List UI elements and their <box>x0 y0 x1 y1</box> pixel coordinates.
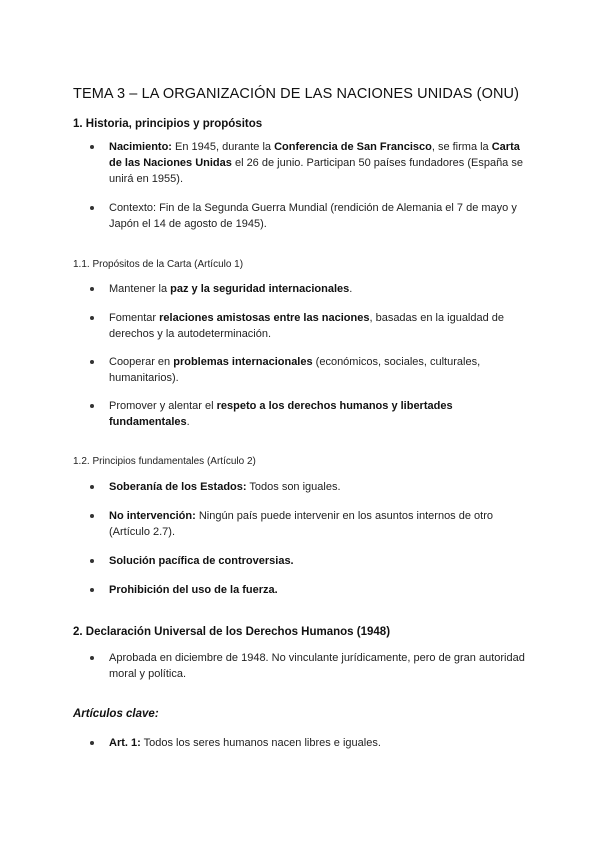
bullet-icon <box>90 316 94 320</box>
list-item <box>109 200 529 232</box>
item-bold: Carta de las Naciones Unidas <box>109 141 520 169</box>
item-bold: Art. 1: <box>109 737 141 749</box>
item-bold: No intervención: <box>109 510 196 522</box>
item-bold: Conferencia de San Francisco <box>274 141 432 153</box>
item-text: Aprobada en diciembre de 1948. No vinculante jurídicamente, pero de gran autoridad moral y política. <box>109 652 525 680</box>
list-item <box>109 310 529 342</box>
section-2-heading: 2. Declaración Universal de los Derechos Humanos (1948) <box>73 626 391 638</box>
bullet-icon <box>90 656 94 660</box>
item-text: (económicos, sociales, culturales, humanitarios). <box>109 356 481 384</box>
bullet-icon <box>90 360 94 364</box>
bullet-icon <box>90 206 94 210</box>
section-1-1-heading: 1.1. Propósitos de la Carta (Artículo 1) <box>73 259 244 270</box>
item-text: , basadas en la igualdad de derechos y la autodeterminación. <box>109 312 505 340</box>
page-title: TEMA 3 – LA ORGANIZACIÓN DE LAS NACIONES UNIDAS (ONU) <box>73 86 520 102</box>
item-text: Ningún país puede intervenir en los asuntos internos de otro (Artículo 2.7). <box>109 510 493 538</box>
articulos-heading: Artículos clave: <box>73 708 159 720</box>
item-bold: Soberanía de los Estados: <box>109 481 247 493</box>
item-text: Mantener la <box>109 283 171 295</box>
list-item <box>109 281 529 297</box>
list-item <box>109 354 529 386</box>
bullet-icon <box>90 514 94 518</box>
item-bold: problemas internacionales <box>173 356 313 368</box>
bullet-icon <box>90 145 94 149</box>
bullet-icon <box>90 287 94 291</box>
list-item <box>109 398 529 430</box>
section-1-heading: 1. Historia, principios y propósitos <box>73 118 263 130</box>
bullet-icon <box>90 485 94 489</box>
item-bold: Solución pacífica de controversias. <box>109 555 294 567</box>
item-bold: paz y la seguridad internacionales <box>170 283 350 295</box>
list-item <box>109 553 529 569</box>
item-text: Fomentar <box>109 312 160 324</box>
item-text: , se firma la <box>431 141 492 153</box>
item-text: Contexto: Fin de la Segunda Guerra Mundial (rendición de Alemania el 7 de mayo y Japón el 14 de agosto de 1945). <box>109 202 517 230</box>
list-item <box>109 508 529 540</box>
list-item <box>109 479 529 495</box>
item-text: . <box>349 283 353 295</box>
list-item <box>109 735 529 751</box>
item-bold: respeto a los derechos humanos y libertades fundamentales <box>109 400 453 428</box>
item-bold: Nacimiento: <box>109 141 172 153</box>
item-text: En 1945, durante la <box>171 141 275 153</box>
item-text: . <box>186 416 190 428</box>
list-item <box>109 139 529 187</box>
item-text: Todos los seres humanos nacen libres e iguales. <box>140 737 381 749</box>
item-text: el 26 de junio. Participan 50 países fundadores (España se unirá en 1955). <box>109 157 523 185</box>
item-text: Promover y alentar el <box>109 400 217 412</box>
item-text: Todos son iguales. <box>246 481 341 493</box>
bullet-icon <box>90 404 94 408</box>
bullet-icon <box>90 588 94 592</box>
bullet-icon <box>90 741 94 745</box>
bullet-icon <box>90 559 94 563</box>
list-item <box>109 582 529 598</box>
item-text: Cooperar en <box>109 356 174 368</box>
item-bold: relaciones amistosas entre las naciones <box>159 312 370 324</box>
list-item <box>109 650 529 682</box>
section-1-2-heading: 1.2. Principios fundamentales (Artículo 2) <box>73 456 256 467</box>
item-bold: Prohibición del uso de la fuerza. <box>109 584 278 596</box>
